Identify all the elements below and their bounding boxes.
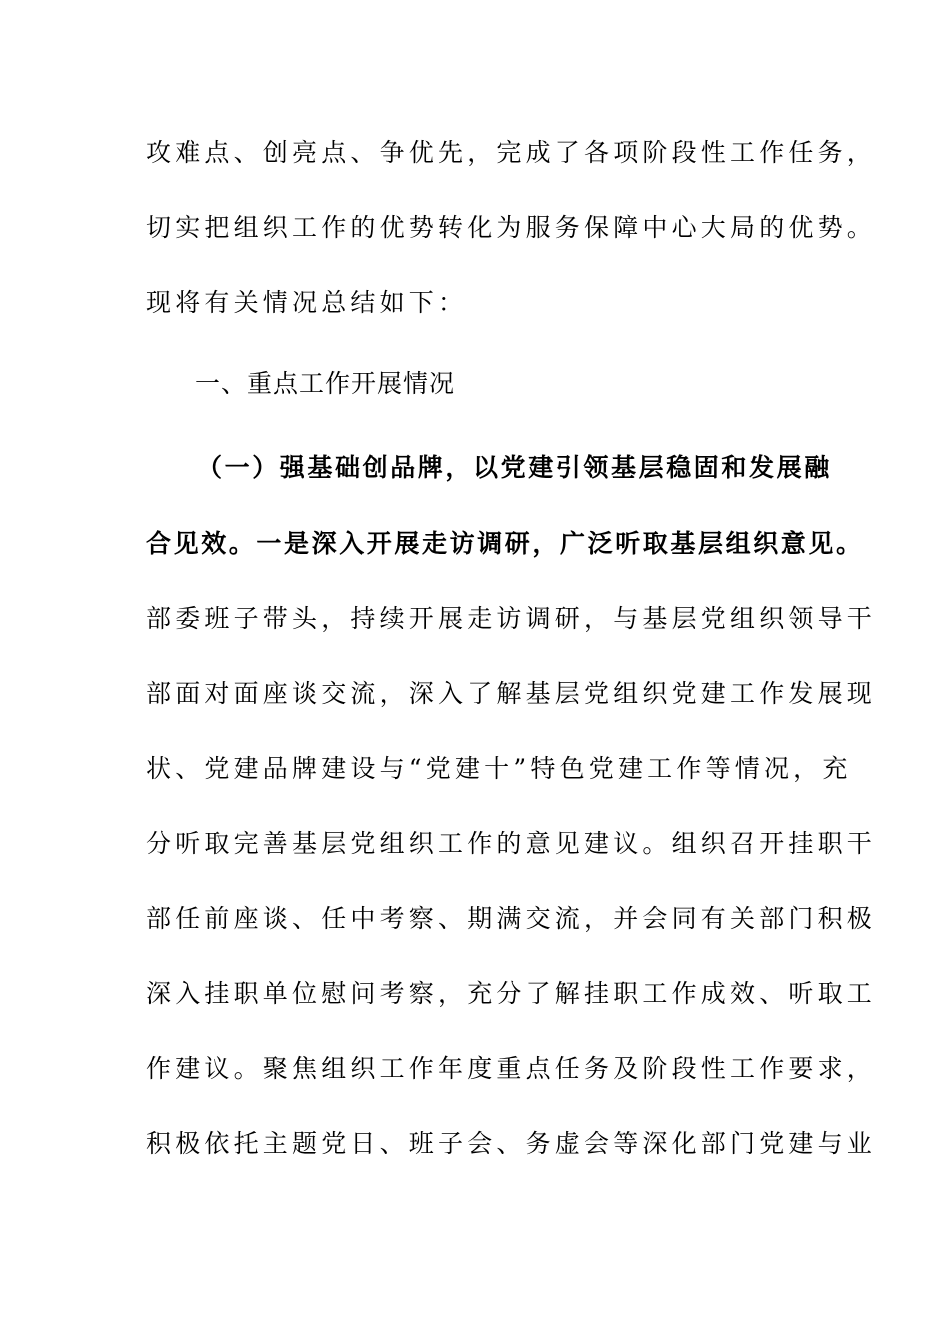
body-line-2: 部面对面座谈交流，深入了解基层党组织党建工作发展现 xyxy=(146,679,877,708)
section-heading: 一、重点工作开展情况 xyxy=(195,369,456,398)
body-line-5: 部任前座谈、任中考察、期满交流，并会同有关部门积极 xyxy=(146,904,877,933)
body-line-8: 积极依托主题党日、班子会、务虚会等深化部门党建与业 xyxy=(146,1129,877,1158)
intro-line-1: 攻难点、创亮点、争优先，完成了各项阶段性工作任务， xyxy=(146,138,877,167)
subsection-heading-line-2: 合见效。一是深入开展走访调研，广泛听取基层组织意见。 xyxy=(146,529,864,558)
intro-line-3: 现将有关情况总结如下： xyxy=(146,288,468,317)
intro-line-2: 切实把组织工作的优势转化为服务保障中心大局的优势。 xyxy=(146,213,877,242)
body-line-6: 深入挂职单位慰问考察，充分了解挂职工作成效、听取工 xyxy=(146,979,877,1008)
body-line-7: 作建议。聚焦组织工作年度重点任务及阶段性工作要求， xyxy=(146,1054,877,1083)
body-line-3: 状、党建品牌建设与“党建十”特色党建工作等情况，充 xyxy=(146,754,852,783)
body-line-4: 分听取完善基层党组织工作的意见建议。组织召开挂职干 xyxy=(146,829,877,858)
subsection-heading-line-1: （一）强基础创品牌，以党建引领基层稳固和发展融 xyxy=(197,453,832,482)
body-line-1: 部委班子带头，持续开展走访调研，与基层党组织领导干 xyxy=(146,604,877,633)
